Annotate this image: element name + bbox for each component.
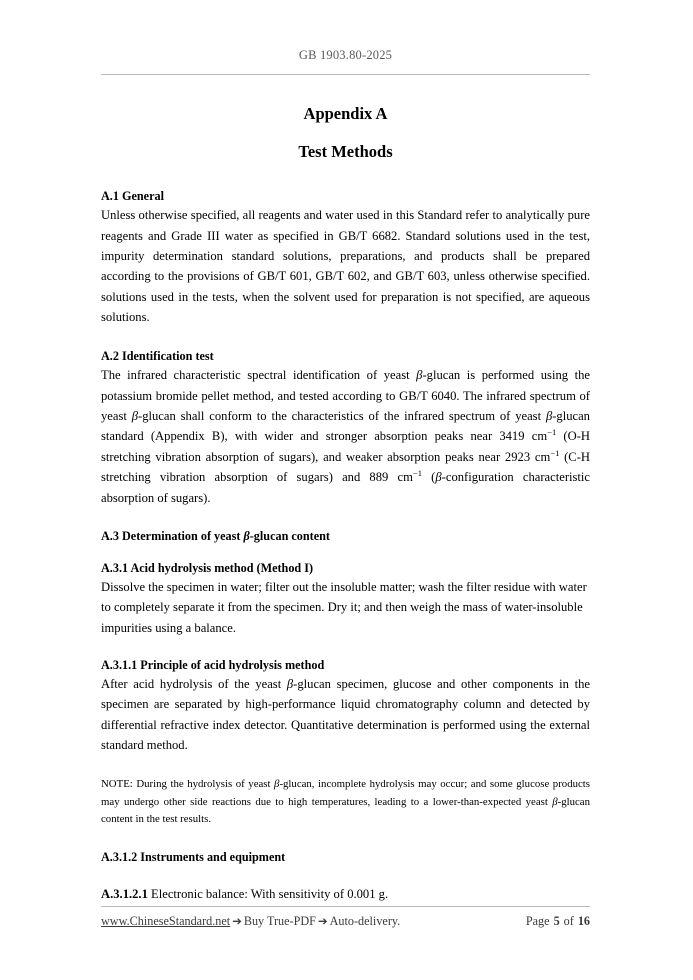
running-header <box>101 48 590 63</box>
paragraph-a3-1-2-1 <box>101 884 590 904</box>
superscript-inverse-cm-3: −1 <box>412 468 422 479</box>
superscript-inverse-cm-1: −1 <box>547 427 557 438</box>
footer-divider <box>101 906 590 907</box>
page-footer <box>101 914 590 929</box>
footer-promo-text-1: Buy True-PDF <box>243 914 316 928</box>
header-divider <box>101 74 590 75</box>
paragraph-a3-1-1-body <box>101 674 590 756</box>
standard-number: GB 1903.80-2025 <box>298 48 393 62</box>
note-paragraph <box>101 776 590 828</box>
beta-symbol: β <box>545 409 553 424</box>
beta-symbol: β <box>416 368 423 383</box>
appendix-title: Appendix A <box>303 104 388 123</box>
arrow-right-icon: ➔ <box>317 914 328 928</box>
beta-symbol: β <box>274 778 280 791</box>
paragraph-a3-1-body: Dissolve the specimen in water; filter out the insoluble matter; wash the filter residue with water to completely separate it from the specimen. Dry it; and then weigh the mass of water-insoluble impurities using a balance. <box>101 579 587 635</box>
a311-text-1: After acid hydrolysis of the yeast <box>101 676 287 691</box>
a2-text-6: (C-H stretching vibration absorption of sugars) and 889 cm <box>101 449 590 485</box>
beta-symbol: β <box>131 409 139 424</box>
a2-text-3: -glucan shall conform to the characteristics of the infrared spectrum of yeast <box>138 409 546 424</box>
note-text-3: -glucan content in the test results. <box>101 795 590 826</box>
of-label: of <box>563 914 574 928</box>
a3-heading-text-1: A.3 Determination of yeast <box>101 529 244 544</box>
subject-title: Test Methods <box>298 141 393 161</box>
a2-text-8: -configuration characteristic absorption of sugars). <box>101 470 590 505</box>
heading-a3-1-1: A.3.1.1 Principle of acid hydrolysis method <box>101 657 325 672</box>
beta-symbol: β <box>552 795 558 808</box>
note-text-2: -glucan, incomplete hydrolysis may occur; and some glucose products may undergo other side reactions due to high temperatures, leading to a lower-than-expected yeast <box>101 778 590 808</box>
page-label: Page <box>525 914 550 928</box>
heading-a3 <box>101 529 590 545</box>
heading-a1: A.1 General <box>101 189 164 204</box>
page-indicator <box>526 914 590 929</box>
current-page-number: 5 <box>553 914 560 928</box>
heading-a2: A.2 Identification test <box>101 349 214 364</box>
note-text-1: NOTE: During the hydrolysis of yeast <box>101 778 275 791</box>
a2-text-7: ( <box>421 470 436 485</box>
total-page-count: 16 <box>577 914 590 928</box>
superscript-inverse-cm-2: −1 <box>550 447 560 458</box>
footer-promo <box>101 914 400 929</box>
beta-symbol: β <box>243 529 250 544</box>
beta-symbol: β <box>435 470 442 485</box>
a2-text-2: -glucan is performed using the potassium bromide pellet method, and tested according to GB/T 6040. The infrared spectrum of yeast <box>101 368 590 424</box>
paragraph-a1-body: Unless otherwise specified, all reagents and water used in this Standard refer to analytically pure reagents and Grade III water as specified in GB/T 6682. Standard solutions used in the test, impurity determination standard solutions, preparations, and products shall be prepared according to the provisions of GB/T 601, GB/T 602, and GB/T 603, unless otherwise specified. solutions used in the tests, when the solvent used for preparation is not specified, are aqueous solutions. <box>101 208 590 325</box>
a3-heading-text-2: -glucan content <box>249 529 330 544</box>
arrow-right-icon: ➔ <box>232 914 242 928</box>
heading-a3-1: A.3.1 Acid hydrolysis method (Method I) <box>101 560 314 575</box>
paragraph-a2-body <box>101 365 590 508</box>
a2-text-1: The infrared characteristic spectral identification of yeast <box>101 368 417 383</box>
a2-text-5: (O-H stretching vibration absorption of sugars), and weaker absorption peaks near 2923 cm <box>101 429 591 464</box>
beta-symbol: β <box>286 676 294 691</box>
clause-text-a3121: Electronic balance: With sensitivity of 0.001 g. <box>147 886 389 901</box>
footer-website-link[interactable]: www.ChineseStandard.net <box>101 914 231 928</box>
heading-a3-1-2: A.3.1.2 Instruments and equipment <box>101 849 286 864</box>
document-content <box>101 98 590 904</box>
clause-number-a3121: A.3.1.2.1 <box>101 886 148 901</box>
a311-text-2: -glucan specimen, glucose and other components in the specimen are separated by high-performance liquid chromatography column and detected by differential refractive index detector. Quantitative determination is performed using the external standard method. <box>101 676 590 752</box>
a2-text-4: -glucan standard (Appendix B), with wider and stronger absorption peaks near 3419 cm <box>101 409 590 444</box>
footer-promo-text-2: Auto-delivery. <box>329 914 401 928</box>
